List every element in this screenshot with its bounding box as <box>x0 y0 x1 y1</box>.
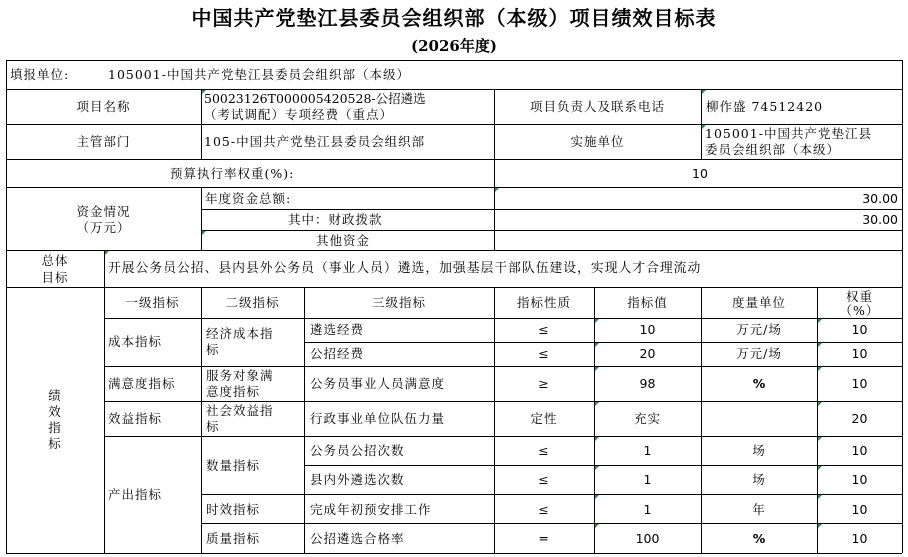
row-2-value: 20 <box>639 346 656 361</box>
row-6-value: 1 <box>643 472 652 487</box>
grid-line <box>6 60 902 61</box>
row-8-level3: 公招遴选合格率 <box>310 531 405 546</box>
grid-line <box>201 287 202 553</box>
row-2-nature: ≤ <box>538 346 550 361</box>
grid-line <box>104 318 902 319</box>
row-7-weight: 10 <box>851 502 868 517</box>
level2-service-satisfaction-line2: 意度指标 <box>206 384 261 399</box>
grid-line <box>6 124 902 125</box>
row-5-level3: 公务员公招次数 <box>310 443 405 458</box>
level2-timeliness: 时效指标 <box>206 502 261 517</box>
funds-label-line2: （万元） <box>76 220 131 235</box>
funds-label-line1: 资金情况 <box>76 204 131 219</box>
project-name-line2: （考试调配）专项经费（重点） <box>204 107 394 122</box>
grid-line <box>201 494 902 495</box>
level2-social-benefit-line2: 标 <box>206 419 220 434</box>
header-level1: 一级指标 <box>125 295 180 310</box>
row-3-weight: 10 <box>851 376 868 391</box>
header-nature: 指标性质 <box>516 295 571 310</box>
level1-cost: 成本指标 <box>108 334 163 349</box>
row-7-value: 1 <box>643 502 652 517</box>
grid-line <box>304 287 305 553</box>
cell-marker-icon <box>495 188 499 192</box>
cell-marker-icon <box>202 231 206 235</box>
funds-other-label: 其他资金 <box>316 233 371 248</box>
goal-label-line2: 目标 <box>41 270 69 285</box>
grid-line <box>902 60 903 553</box>
header-unit: 度量单位 <box>731 295 786 310</box>
row-1-nature: ≤ <box>538 322 550 337</box>
cell-marker-icon <box>818 437 822 441</box>
department-value: 105-中国共产党垫江县委员会组织部 <box>204 134 426 149</box>
cell-marker-icon <box>818 495 822 499</box>
perf-label-4: 标 <box>48 436 62 451</box>
goal-label-line1: 总体 <box>41 253 69 268</box>
cell-marker-icon <box>818 319 822 323</box>
grid-line <box>6 250 902 251</box>
grid-line <box>201 230 902 231</box>
grid-line <box>6 89 902 90</box>
row-1-level3: 遴选经费 <box>310 322 365 337</box>
level1-satisfaction: 满意度指标 <box>108 376 176 391</box>
header-level2: 二级指标 <box>225 295 280 310</box>
grid-line <box>201 187 202 250</box>
cell-marker-icon <box>702 125 706 129</box>
implementing-unit-line2: 委员会组织部（本级） <box>705 142 841 157</box>
cell-marker-icon <box>595 437 599 441</box>
row-7-level3: 完成年初预安排工作 <box>310 502 432 517</box>
grid-line <box>104 366 902 367</box>
grid-line <box>701 89 702 159</box>
page-title: 中国共产党垫江县委员会组织部（本级）项目绩效目标表 <box>191 6 717 30</box>
cell-marker-icon <box>818 466 822 470</box>
row-7-unit: 年 <box>752 502 766 517</box>
cell-marker-icon <box>202 90 206 94</box>
grid-line <box>6 187 902 188</box>
row-6-nature: ≤ <box>538 472 550 487</box>
cell-marker-icon <box>105 251 109 255</box>
cell-marker-icon <box>595 524 599 528</box>
level2-economic-cost-line2: 标 <box>206 342 220 357</box>
perf-label-1: 绩 <box>48 388 62 403</box>
level2-social-benefit-line1: 社会效益指 <box>206 403 274 418</box>
row-5-unit: 场 <box>752 443 766 458</box>
row-6-level3: 县内外遴选次数 <box>310 472 405 487</box>
project-name-label: 项目名称 <box>76 99 131 114</box>
cell-marker-icon <box>702 90 706 94</box>
row-8-value: 100 <box>635 531 660 546</box>
row-4-value: 充实 <box>633 411 661 426</box>
funds-total-value: 30.00 <box>862 191 898 206</box>
page-subtitle-year: (2026年度) <box>411 37 497 55</box>
row-2-level3: 公招经费 <box>310 346 365 361</box>
header-weight-line1: 权重 <box>845 289 873 304</box>
row-6-weight: 10 <box>851 472 868 487</box>
level2-service-satisfaction-line1: 服务对象满 <box>206 368 274 383</box>
grid-line <box>304 342 902 343</box>
execution-weight-label: 预算执行率权重(%): <box>170 166 295 181</box>
row-8-weight: 10 <box>851 531 868 546</box>
row-5-weight: 10 <box>851 443 868 458</box>
level2-quality: 质量指标 <box>206 531 261 546</box>
row-4-weight: 20 <box>851 411 868 426</box>
grid-line <box>494 159 495 187</box>
perf-label-2: 效 <box>48 404 62 419</box>
department-label: 主管部门 <box>76 134 131 149</box>
row-3-value: 98 <box>639 376 656 391</box>
grid-line <box>6 159 902 160</box>
header-value: 指标值 <box>627 295 668 310</box>
row-2-unit: 万元/场 <box>736 346 782 361</box>
cell-marker-icon <box>818 367 822 371</box>
header-level3: 三级指标 <box>371 295 426 310</box>
grid-line <box>6 553 902 554</box>
goal-text: 开展公务员公招、县内县外公务员（事业人员）遴选，加强基层干部队伍建设，实现人才合理流动 <box>108 261 702 276</box>
row-7-nature: ≤ <box>538 502 550 517</box>
grid-line <box>201 89 202 159</box>
funds-total-label: 年度资金总额: <box>205 191 292 206</box>
row-4-nature: 定性 <box>530 411 558 426</box>
row-8-nature: ═ <box>539 531 549 546</box>
row-3-nature: ≥ <box>538 376 550 391</box>
implementing-unit-line1: 105001-中国共产党垫江县 <box>705 126 872 141</box>
cell-marker-icon <box>595 495 599 499</box>
level2-quantity: 数量指标 <box>206 458 261 473</box>
grid-line <box>6 287 902 288</box>
project-name-line1: 50023126T000005420528-公招遴选 <box>204 91 426 106</box>
cell-marker-icon <box>595 466 599 470</box>
unit-label: 填报单位: <box>10 67 70 82</box>
grid-line <box>104 401 902 402</box>
row-1-weight: 10 <box>851 322 868 337</box>
unit-value: 105001-中国共产党垫江县委员会组织部（本级） <box>108 67 410 82</box>
row-1-unit: 万元/场 <box>736 322 782 337</box>
execution-weight-value: 10 <box>692 166 708 181</box>
cell-marker-icon <box>595 343 599 347</box>
cell-marker-icon <box>595 402 599 406</box>
row-1-value: 10 <box>639 322 656 337</box>
cell-marker-icon <box>595 319 599 323</box>
cell-marker-icon <box>818 524 822 528</box>
grid-line <box>304 465 902 466</box>
perf-label-3: 指 <box>48 420 62 435</box>
project-owner-value: 柳作盛 74512420 <box>706 99 824 114</box>
cell-marker-icon <box>818 343 822 347</box>
grid-line <box>201 209 902 210</box>
grid-line <box>201 523 902 524</box>
funds-fiscal-label: 其中：财政拨款 <box>288 212 383 227</box>
row-3-level3: 公务员事业人员满意度 <box>310 376 446 391</box>
implementing-unit-label: 实施单位 <box>570 134 625 149</box>
row-4-level3: 行政事业单位队伍力量 <box>310 411 446 426</box>
header-weight-line2: （%） <box>839 303 880 318</box>
row-5-nature: ≤ <box>538 443 550 458</box>
row-2-weight: 10 <box>851 346 868 361</box>
row-5-value: 1 <box>643 443 652 458</box>
funds-fiscal-value: 30.00 <box>862 212 898 227</box>
cell-marker-icon <box>595 367 599 371</box>
cell-marker-icon <box>818 402 822 406</box>
project-owner-label: 项目负责人及联系电话 <box>529 99 665 114</box>
level2-economic-cost-line1: 经济成本指 <box>206 326 274 341</box>
row-8-unit: % <box>752 531 766 546</box>
row-6-unit: 场 <box>752 472 766 487</box>
level1-output: 产出指标 <box>108 487 163 502</box>
level1-benefit: 效益指标 <box>108 411 163 426</box>
row-3-unit: % <box>752 376 766 391</box>
grid-line <box>104 436 902 437</box>
